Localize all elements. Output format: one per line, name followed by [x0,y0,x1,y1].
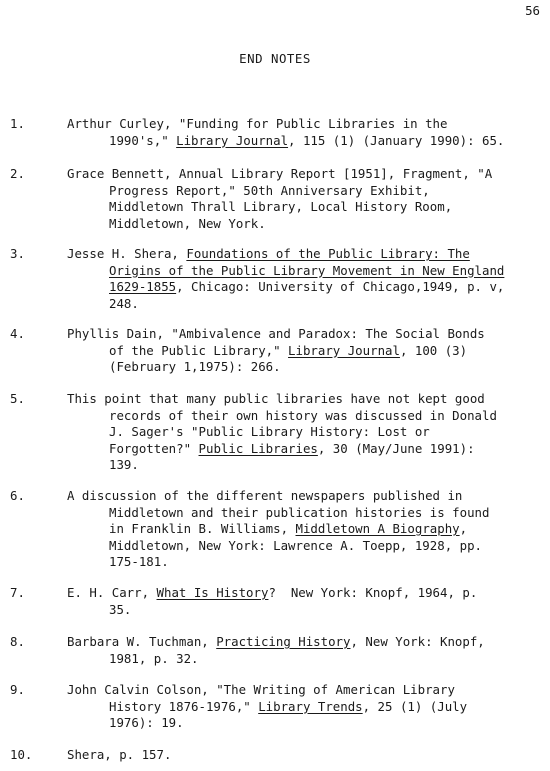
endnote-text [67,246,547,312]
endnote-line [67,199,547,216]
text-segment: Progress Report," 50th Anniversary Exhibit, [109,182,430,198]
endnote-line [67,554,547,571]
endnote-line [67,183,547,200]
endnote-line [67,263,547,280]
text-segment: Shera, p. 157. [67,747,172,762]
endnote-line [67,359,547,376]
citation-title: Library Journal [176,132,289,148]
text-segment: , 25 (1) (July [362,698,468,714]
text-segment: 1976): 19. [109,715,184,730]
text-segment: (February 1,1975): 266. [109,359,281,374]
text-segment: , 115 (1) (January 1990): 65. [288,132,505,148]
text-segment: 35. [109,601,132,617]
text-segment: Middletown, New York. [109,215,266,231]
text-segment: Arthur Curley, "Funding for Public Libraries in the [67,116,448,131]
endnote-line [67,682,547,699]
text-segment: Middletown and their publication histories is found [109,504,490,520]
text-segment: , [459,521,468,536]
text-segment: ? New York: Knopf, 1964, p. [268,585,478,600]
citation-title: Public Libraries [198,440,318,456]
endnote-text [67,634,547,667]
text-segment: 139. [109,457,139,472]
endnote-line [67,651,547,668]
text-segment: , 100 (3) [399,342,468,358]
text-segment: This point that many public libraries have not kept good [67,391,485,406]
endnote-line [67,441,547,458]
endnote-line [67,521,547,538]
endnote-text [67,747,547,764]
endnote-line [67,424,547,441]
text-segment: J. Sager's "Public Library History: Lost or [109,424,430,439]
endnote-text [67,585,547,618]
citation-title: Origins of the Public Library Movement in New England [109,262,505,278]
endnote-line [67,505,547,522]
endnote-number: 5. [10,391,25,406]
text-segment: 1981, p. 32. [109,650,199,666]
endnote-number: 2. [10,166,25,181]
endnote-line [67,296,547,313]
text-segment: , New York: Knopf, [350,634,485,649]
text-segment: E. H. Carr, [67,585,157,600]
text-segment: 175-181. [109,554,169,569]
endnote-number: 3. [10,246,25,261]
text-segment: Middletown, New York: Lawrence A. Toepp, 1928, pp. [109,537,482,553]
endnote-line [67,391,547,408]
text-segment: Jesse H. Shera, [67,246,187,261]
text-segment: Forgotten?" [109,440,199,456]
text-segment: A discussion of the different newspapers published in [67,488,463,503]
citation-title: What Is History [156,585,269,600]
text-segment: of the Public Library," [109,342,289,358]
endnote-line [67,279,547,296]
text-segment: Phyllis Dain, "Ambivalence and Paradox: The Social Bonds [67,326,485,341]
citation-title: Library Trends [258,698,363,714]
endnote-line [67,343,547,360]
endnote-line [67,715,547,732]
endnote-line [67,699,547,716]
endnote-text [67,488,547,571]
endnote-line [67,634,547,651]
endnote-number: 10. [10,747,33,762]
citation-title: 1629-1855 [109,279,177,294]
text-segment: records of their own history was discussed in Donald [109,407,497,423]
endnote-number: 4. [10,326,25,341]
endnote-number: 8. [10,634,25,649]
endnote-number: 1. [10,116,25,131]
page-title: END NOTES [239,51,311,66]
endnote-line [67,408,547,425]
endnote-text [67,682,547,732]
endnote-text [67,116,547,149]
text-segment: Middletown Thrall Library, Local History Room, [109,199,453,214]
endnote-line [67,747,547,764]
endnote-line [67,488,547,505]
text-segment: Grace Bennett, Annual Library Report [1951], Fragment, "A [67,166,493,181]
endnote-text [67,326,547,376]
citation-title: Practicing History [216,634,351,649]
endnote-number: 9. [10,682,25,697]
text-segment: History 1876-1976," [109,698,259,714]
endnote-number: 7. [10,585,25,600]
endnote-line [67,216,547,233]
endnote-line [67,326,547,343]
endnote-line [67,538,547,555]
citation-title: Library Journal [288,342,400,358]
endnote-line [67,246,547,263]
text-segment: Barbara W. Tuchman, [67,634,217,649]
endnote-number: 6. [10,488,25,503]
text-segment: in Franklin B. Williams, [109,521,296,536]
endnote-text [67,391,547,474]
text-segment: 248. [109,295,139,311]
citation-title: Foundations of the Public Library: The [186,246,470,261]
text-segment: 1990's," [109,132,177,148]
text-segment: , 30 (May/June 1991): [317,440,475,456]
text-segment: John Calvin Colson, "The Writing of American Library [67,682,455,697]
endnote-line [67,116,547,133]
endnote-line [67,585,547,602]
endnote-text [67,166,547,232]
citation-title: Middletown A Biography [295,521,460,536]
endnote-line [67,133,547,150]
page-number: 56 [525,3,540,18]
text-segment: , Chicago: University of Chicago,1949, p. v, [176,279,505,294]
endnote-line [67,457,547,474]
endnote-line [67,166,547,183]
endnote-line [67,602,547,619]
